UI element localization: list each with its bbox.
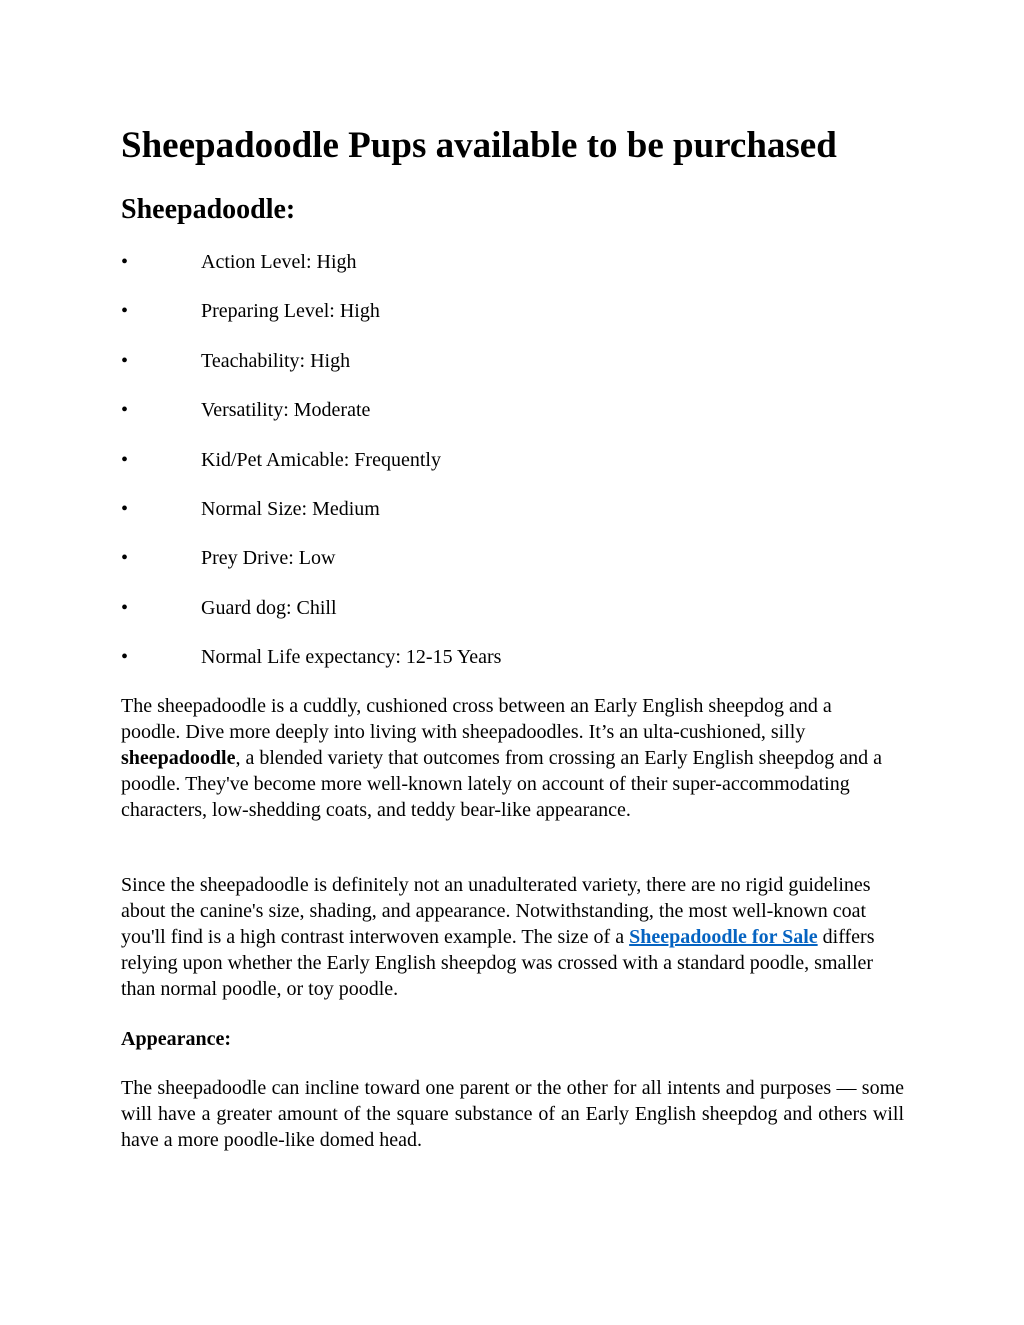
list-item [121, 248, 904, 297]
bullet-icon: • [121, 646, 129, 669]
attribute-text: Action Level: High [201, 251, 357, 273]
intro-text-start: The sheepadoodle is a cuddly, cushioned cross between an Early English sheepdog and a poodle. Dive more deeply into living with sheepadoodles. It’s an ulta-cushioned, silly [121, 695, 832, 743]
list-item [121, 297, 904, 346]
bullet-icon: • [121, 349, 129, 372]
bullet-icon: • [121, 497, 129, 520]
attribute-text: Normal Life expectancy: 12-15 Years [201, 646, 502, 669]
list-item [121, 347, 904, 396]
attribute-text: Versatility: Moderate [201, 399, 371, 422]
attribute-text: Normal Size: Medium [201, 497, 380, 520]
list-item [121, 594, 904, 643]
bold-term: sheepadoodle [121, 747, 236, 769]
list-item [121, 396, 904, 445]
attribute-text: Prey Drive: Low [201, 547, 336, 570]
attribute-text: Preparing Level: High [201, 300, 380, 323]
attribute-text: Guard dog: Chill [201, 596, 337, 619]
page-title: Sheepadoodle Pups available to be purchased [121, 125, 837, 166]
bullet-icon: • [121, 596, 129, 619]
bullet-icon: • [121, 251, 129, 273]
attribute-text: Kid/Pet Amicable: Frequently [201, 448, 441, 471]
section-heading: Sheepadoodle: [121, 194, 296, 225]
appearance-heading: Appearance: [121, 1028, 231, 1050]
size-text-end: differs relying upon whether the Early English sheepdog was crossed with a standard poodle, smaller than normal poodle, or toy poodle. [121, 926, 875, 1000]
list-item [121, 544, 904, 593]
bullet-icon: • [121, 300, 129, 323]
list-item [121, 446, 904, 495]
size-text-start: Since the sheepadoodle is definitely not an unadulterated variety, there are no rigid guidelines about the canine's size, shading, and appearance. Notwithstanding, the most well-known coat you'll find is a high contrast interwoven example. The size of a [121, 874, 871, 948]
attribute-list [121, 248, 904, 693]
bullet-icon: • [121, 448, 129, 471]
intro-text-end: , a blended variety that outcomes from crossing an Early English sheepdog and a poodle. They've become more well-known lately on account of their super-accommodating characters, low-shedding coats, and teddy bear-like appearance. [121, 747, 882, 821]
intro-paragraph [121, 693, 896, 823]
appearance-paragraph: The sheepadoodle can incline toward one parent or the other for all intents and purposes — some will have a greater amount of the square substance of an Early English sheepdog and others will have a more poodle-like domed head. [121, 1077, 904, 1151]
sheepadoodle-for-sale-link[interactable]: Sheepadoodle for Sale [629, 926, 818, 948]
list-item [121, 495, 904, 544]
bullet-icon: • [121, 547, 129, 570]
attribute-text: Teachability: High [201, 349, 351, 372]
bullet-icon: • [121, 399, 129, 422]
size-paragraph [121, 872, 904, 1002]
list-item [121, 643, 904, 692]
